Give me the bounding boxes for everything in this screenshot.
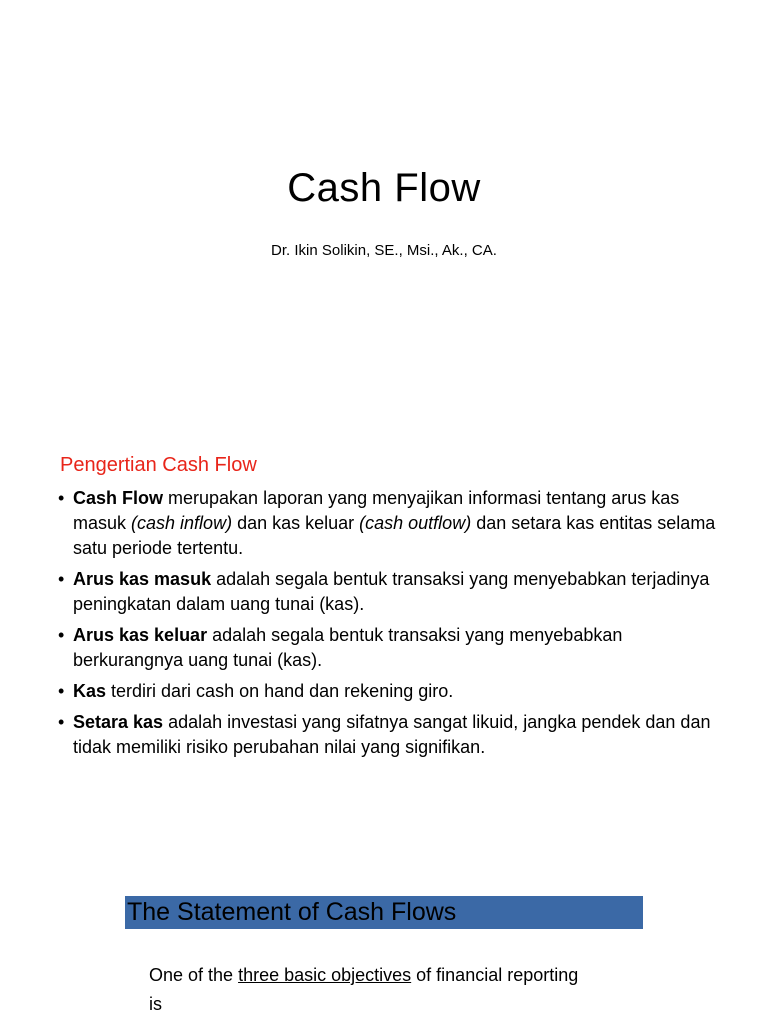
definition-text: terdiri dari cash on hand dan rekening giro. bbox=[106, 681, 454, 701]
banner-title: The Statement of Cash Flows bbox=[127, 898, 457, 926]
bullet-icon: • bbox=[58, 625, 65, 645]
bullet-icon: • bbox=[58, 488, 65, 508]
title-banner bbox=[125, 896, 643, 929]
definition-italic: (cash outflow) bbox=[359, 513, 472, 533]
bullet-icon: • bbox=[58, 681, 65, 701]
list-item bbox=[58, 486, 718, 561]
list-item bbox=[58, 710, 718, 760]
statement-slide bbox=[0, 860, 768, 1024]
term-label: Arus kas masuk bbox=[73, 569, 212, 589]
bullet-icon: • bbox=[58, 712, 65, 732]
bullet-icon: • bbox=[58, 569, 65, 589]
list-item bbox=[58, 623, 718, 673]
definition-text: adalah segala bentuk transaksi yang menyebabkan berkurangnya uang tunai (kas). bbox=[73, 625, 623, 670]
definition-list bbox=[58, 486, 718, 766]
list-item bbox=[58, 567, 718, 617]
definition-text: merupakan laporan yang menyajikan informasi tentang arus kas masuk bbox=[73, 488, 680, 533]
section-heading: Pengertian Cash Flow bbox=[60, 454, 257, 476]
term-label: Arus kas keluar bbox=[73, 625, 208, 645]
definition-text: dan setara kas entitas selama satu periode tertentu. bbox=[73, 513, 716, 558]
author-line: Dr. Ikin Solikin, SE., Msi., Ak., CA. bbox=[271, 242, 497, 259]
underlined-phrase: three basic objectives bbox=[238, 965, 412, 985]
body-text-end: of financial reporting is bbox=[149, 965, 579, 1014]
term-label: Kas bbox=[73, 681, 107, 701]
definition-text: adalah investasi yang sifatnya sangat likuid, jangka pendek dan dan tidak memiliki risiko perubahan nilai yang signifikan. bbox=[73, 712, 711, 757]
body-paragraph bbox=[149, 961, 589, 1019]
body-text-start: One of the bbox=[149, 965, 239, 985]
definition-slide bbox=[0, 430, 768, 790]
slide-title: Cash Flow bbox=[287, 166, 481, 210]
definition-text: dan kas keluar bbox=[232, 513, 360, 533]
list-item bbox=[58, 679, 718, 704]
term-label: Cash Flow bbox=[73, 488, 164, 508]
definition-italic: (cash inflow) bbox=[131, 513, 233, 533]
definition-text: adalah segala bentuk transaksi yang menyebabkan terjadinya peningkatan dalam uang tunai (kas). bbox=[73, 569, 710, 614]
title-slide bbox=[0, 0, 768, 395]
term-label: Setara kas bbox=[73, 712, 164, 732]
